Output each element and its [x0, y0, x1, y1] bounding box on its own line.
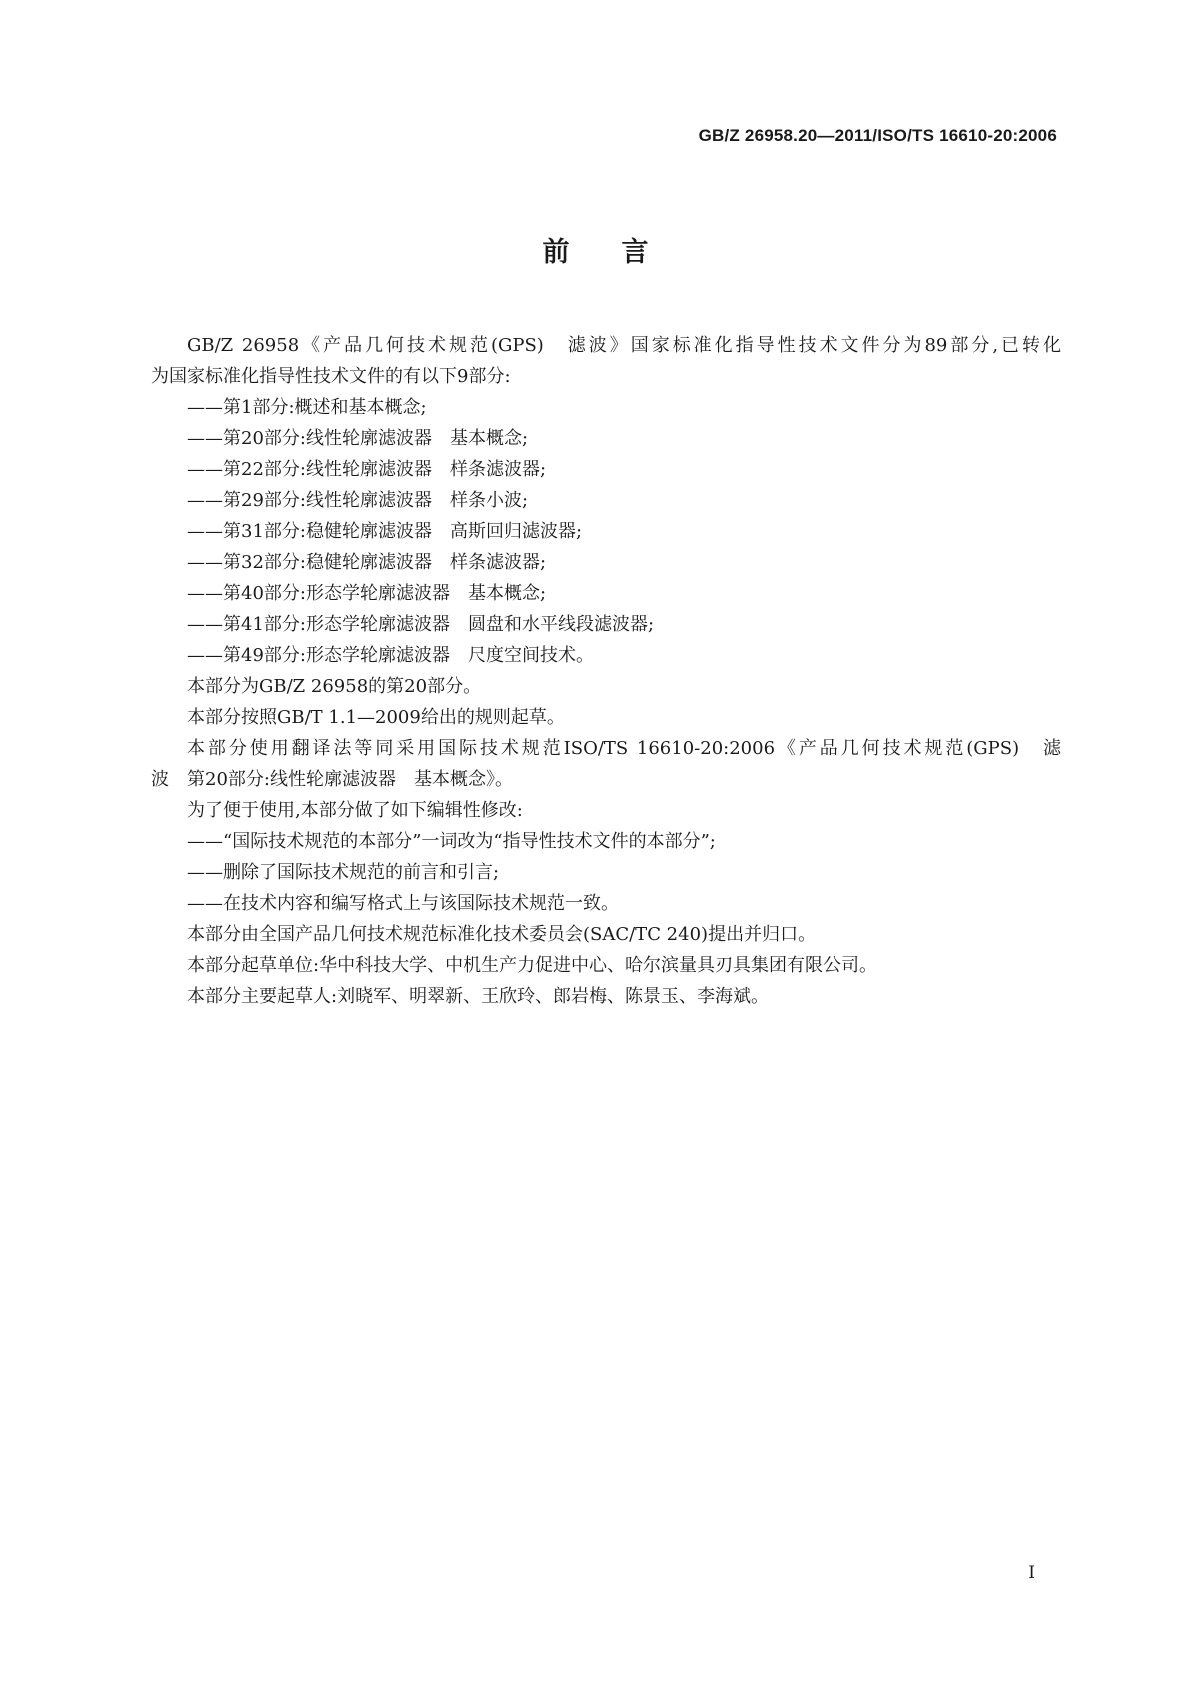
standard-code-header: GB/Z 26958.20—2011/ISO/TS 16610-20:2006 [698, 126, 1057, 145]
drafting-rules-statement: 本部分按照GB/T 1.1—2009给出的规则起草。 [187, 707, 565, 728]
part-item: ——第31部分:稳健轮廓滤波器 高斯回归滤波器; [187, 521, 583, 542]
adoption-line-1: 本部分使用翻译法等同采用国际技术规范ISO/TS 16610-20:2006《产品几何技术规范(GPS) 滤 [187, 738, 1061, 759]
drafting-units-statement: 本部分起草单位:华中科技大学、中机生产力促进中心、哈尔滨量具刃具集团有限公司。 [187, 955, 878, 976]
intro-line-1: GB/Z 26958《产品几何技术规范(GPS) 滤波》国家标准化指导性技术文件分为89部分,已转化 [187, 335, 1061, 356]
edit-item: ——在技术内容和编写格式上与该国际技术规范一致。 [187, 893, 619, 914]
edit-item: ——“国际技术规范的本部分”一词改为“指导性技术文件的本部分”; [187, 831, 716, 852]
part-item: ——第1部分:概述和基本概念; [187, 397, 427, 418]
part-item: ——第49部分:形态学轮廓滤波器 尺度空间技术。 [187, 645, 594, 666]
part-item: ——第41部分:形态学轮廓滤波器 圆盘和水平线段滤波器; [187, 614, 655, 635]
page-number: I [1028, 1563, 1035, 1583]
proposer-statement: 本部分由全国产品几何技术规范标准化技术委员会(SAC/TC 240)提出并归口。 [187, 924, 817, 945]
page-title: 前言 [542, 237, 701, 268]
part-item: ——第29部分:线性轮廓滤波器 样条小波; [187, 490, 529, 511]
part-item: ——第20部分:线性轮廓滤波器 基本概念; [187, 428, 529, 449]
drafters-statement: 本部分主要起草人:刘晓军、明翠新、王欣玲、郎岩梅、陈景玉、李海斌。 [187, 986, 770, 1007]
intro-line-2: 为国家标准化指导性技术文件的有以下9部分: [151, 366, 511, 387]
part-item: ——第32部分:稳健轮廓滤波器 样条滤波器; [187, 552, 547, 573]
part-of-statement: 本部分为GB/Z 26958的第20部分。 [187, 676, 482, 697]
part-item: ——第40部分:形态学轮廓滤波器 基本概念; [187, 583, 547, 604]
edit-item: ——删除了国际技术规范的前言和引言; [187, 862, 500, 883]
part-item: ——第22部分:线性轮廓滤波器 样条滤波器; [187, 459, 547, 480]
edits-intro: 为了便于使用,本部分做了如下编辑性修改: [187, 800, 523, 821]
adoption-line-2: 波 第20部分:线性轮廓滤波器 基本概念》。 [151, 769, 513, 790]
foreword-body [151, 330, 1061, 1012]
